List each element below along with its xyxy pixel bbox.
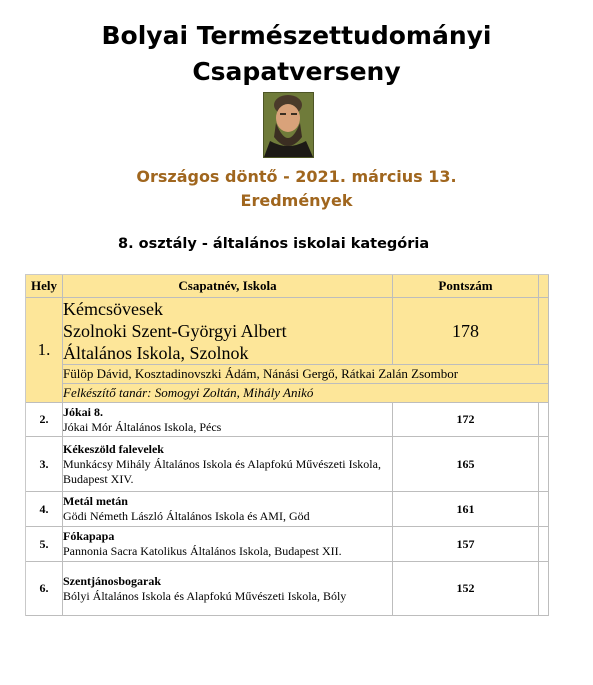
table-row: [26, 527, 549, 562]
winner-teacher: Felkészítő tanár: Somogyi Zoltán, Mihály Anikó: [63, 384, 549, 403]
row-school: Pannonia Sacra Katolikus Általános Iskola, Budapest XII.: [63, 544, 342, 558]
row-team-cell: [63, 562, 393, 616]
winner-members: Fülöp Dávid, Kosztadinovszki Ádám, Nánási Gergő, Rátkai Zalán Zsombor: [63, 365, 549, 384]
winner-score: 178: [393, 298, 539, 365]
row-spacer: [539, 562, 549, 616]
row-score: 157: [393, 527, 539, 562]
header-spacer: [539, 275, 549, 298]
row-spacer: [539, 527, 549, 562]
row-place: 2.: [26, 403, 63, 437]
winner-place: 1.: [26, 298, 63, 403]
header-score: Pontszám: [393, 275, 539, 298]
winner-members-row: [26, 365, 549, 384]
row-school: Munkácsy Mihály Általános Iskola és Alapfokú Művészeti Iskola, Budapest XIV.: [63, 456, 381, 486]
header-team: Csapatnév, Iskola: [63, 275, 393, 298]
category-heading: 8. osztály - általános iskolai kategória: [118, 236, 430, 252]
table-row: [26, 562, 549, 616]
winner-team-cell: [63, 298, 393, 365]
page-title-line2: Csapatverseny: [192, 57, 401, 86]
row-place: 5.: [26, 527, 63, 562]
row-team: Szentjánosbogarak: [63, 573, 162, 588]
winner-teacher-row: [26, 384, 549, 403]
table-row: [26, 437, 549, 492]
row-score: 165: [393, 437, 539, 492]
row-team: Fókapapa: [63, 529, 115, 543]
row-school: Bólyi Általános Iskola és Alapfokú Művészeti Iskola, Bóly: [63, 588, 347, 603]
row-score: 172: [393, 403, 539, 437]
row-team-cell: [63, 492, 393, 527]
winner-spacer: [539, 298, 549, 365]
event-date-line: Országos döntő - 2021. március 13.: [136, 167, 457, 186]
winner-school-line1: Szolnoki Szent-Györgyi Albert: [63, 321, 287, 341]
row-team: Kékeszöld falevelek: [63, 441, 164, 456]
results-table: [25, 274, 549, 616]
row-spacer: [539, 492, 549, 527]
row-team: Metál metán: [63, 494, 128, 508]
table-row: [26, 403, 549, 437]
portrait-photo: [263, 92, 314, 158]
row-team-cell: [63, 527, 393, 562]
table-header-row: [26, 275, 549, 298]
winner-team: Kémcsövesek: [63, 299, 163, 319]
row-team-cell: [63, 403, 393, 437]
results-heading: Eredmények: [240, 191, 353, 210]
row-score: 161: [393, 492, 539, 527]
row-place: 3.: [26, 437, 63, 492]
winner-school-line2: Általános Iskola, Szolnok: [63, 343, 249, 363]
winner-row: [26, 298, 549, 365]
portrait-icon: [264, 93, 313, 157]
row-team-cell: [63, 437, 393, 492]
row-place: 4.: [26, 492, 63, 527]
page-title: [0, 18, 593, 90]
header-place: Hely: [26, 275, 63, 298]
row-school: Gödi Németh László Általános Iskola és AMI, Göd: [63, 509, 310, 523]
row-spacer: [539, 403, 549, 437]
row-team: Jókai 8.: [63, 404, 104, 419]
page-title-line1: Bolyai Természettudományi: [101, 21, 492, 50]
row-spacer: [539, 437, 549, 492]
row-score: 152: [393, 562, 539, 616]
table-row: [26, 492, 549, 527]
row-place: 6.: [26, 562, 63, 616]
event-subtitle: [0, 165, 593, 213]
row-school: Jókai Mór Általános Iskola, Pécs: [63, 419, 222, 434]
